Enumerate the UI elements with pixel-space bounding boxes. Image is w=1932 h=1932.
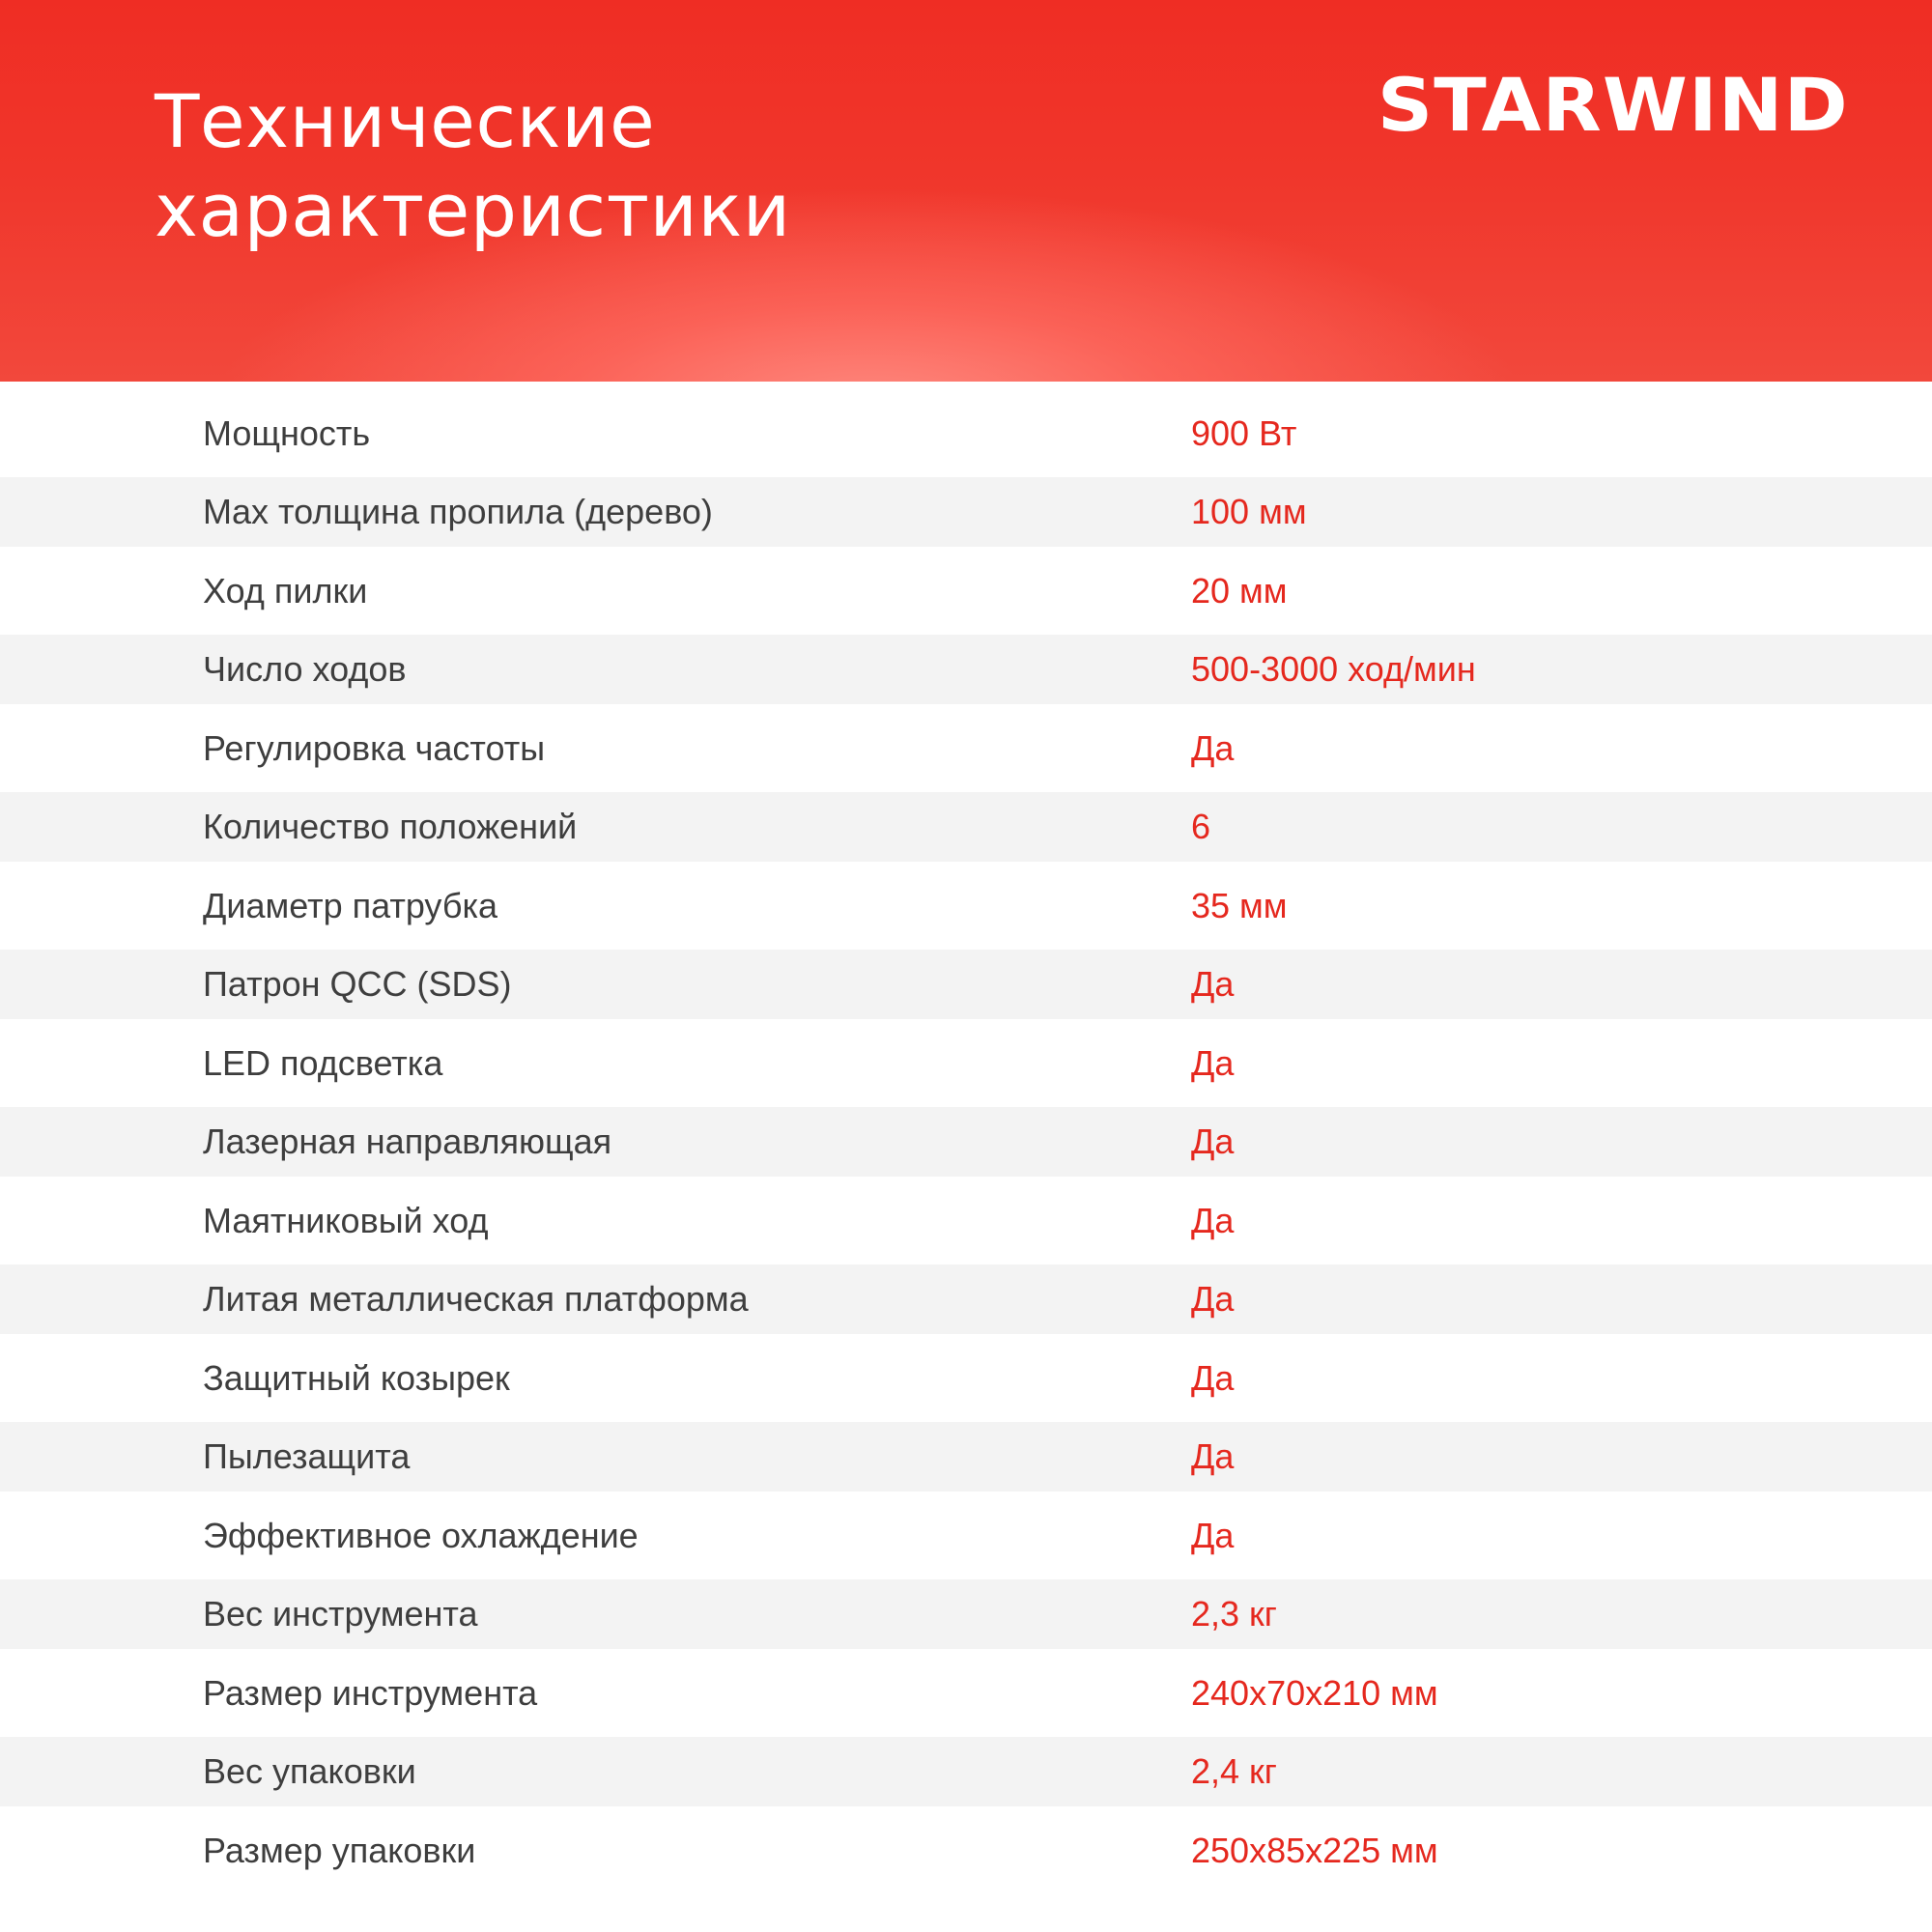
spec-value: 2,4 кг (1191, 1751, 1277, 1791)
spec-value: 250x85x225 мм (1191, 1831, 1438, 1870)
spec-value: 900 Вт (1191, 413, 1297, 453)
spec-row-tool-weight (0, 1579, 1932, 1649)
page-title-line-2: характеристики (155, 167, 791, 253)
spec-row-nozzle-diameter (0, 871, 1932, 941)
spec-value: Да (1191, 1358, 1235, 1398)
spec-label: Число ходов (203, 649, 407, 689)
spec-label: Размер упаковки (203, 1831, 476, 1870)
spec-label: Пылезащита (203, 1436, 411, 1476)
spec-label: Количество положений (203, 807, 578, 846)
spec-row-power (0, 399, 1932, 469)
header-banner (0, 0, 1932, 382)
spec-row-cooling (0, 1501, 1932, 1571)
spec-value: Да (1191, 1122, 1235, 1161)
spec-row-blade-stroke (0, 556, 1932, 626)
spec-value: Да (1191, 1436, 1235, 1476)
spec-row-metal-base (0, 1264, 1932, 1334)
spec-value: Да (1191, 1201, 1235, 1240)
brand-logo: STARWIND (1377, 62, 1849, 148)
spec-value: 20 мм (1191, 571, 1288, 611)
spec-label: Регулировка частоты (203, 728, 546, 768)
spec-label: Диаметр патрубка (203, 886, 498, 925)
spec-label: Вес инструмента (203, 1594, 478, 1634)
spec-value: Да (1191, 1279, 1235, 1319)
spec-row-qcc-chuck (0, 950, 1932, 1019)
spec-label: Литая металлическая платформа (203, 1279, 749, 1319)
spec-value: Да (1191, 1516, 1235, 1555)
spec-label: LED подсветка (203, 1043, 443, 1083)
spec-row-led-light (0, 1029, 1932, 1098)
spec-value: 35 мм (1191, 886, 1288, 925)
page-title-line-1: Технические (155, 78, 656, 164)
spec-label: Лазерная направляющая (203, 1122, 612, 1161)
page-title (155, 77, 791, 255)
spec-row-laser-guide (0, 1107, 1932, 1177)
spec-label: Размер инструмента (203, 1673, 538, 1713)
spec-label: Патрон QCC (SDS) (203, 964, 512, 1004)
spec-value: Да (1191, 1043, 1235, 1083)
spec-row-dust-protection (0, 1422, 1932, 1492)
spec-value: 100 мм (1191, 492, 1307, 531)
spec-value: 500-3000 ход/мин (1191, 649, 1476, 689)
spec-value: Да (1191, 728, 1235, 768)
spec-label: Ход пилки (203, 571, 368, 611)
spec-label: Защитный козырек (203, 1358, 510, 1398)
spec-label: Вес упаковки (203, 1751, 416, 1791)
spec-row-pendulum (0, 1186, 1932, 1256)
spec-row-speed-control (0, 714, 1932, 783)
spec-row-guard (0, 1344, 1932, 1413)
spec-row-stroke-rate (0, 635, 1932, 704)
spec-value: 6 (1191, 807, 1211, 846)
spec-value: 240x70x210 мм (1191, 1673, 1438, 1713)
spec-label: Max толщина пропила (дерево) (203, 492, 713, 531)
spec-row-max-cut-depth (0, 477, 1932, 547)
spec-value: Да (1191, 964, 1235, 1004)
spec-label: Эффективное охлаждение (203, 1516, 639, 1555)
spec-label: Маятниковый ход (203, 1201, 489, 1240)
spec-row-package-weight (0, 1737, 1932, 1806)
spec-value: 2,3 кг (1191, 1594, 1277, 1634)
spec-row-tool-size (0, 1659, 1932, 1728)
spec-label: Мощность (203, 413, 371, 453)
spec-row-package-size (0, 1816, 1932, 1886)
spec-row-positions (0, 792, 1932, 862)
